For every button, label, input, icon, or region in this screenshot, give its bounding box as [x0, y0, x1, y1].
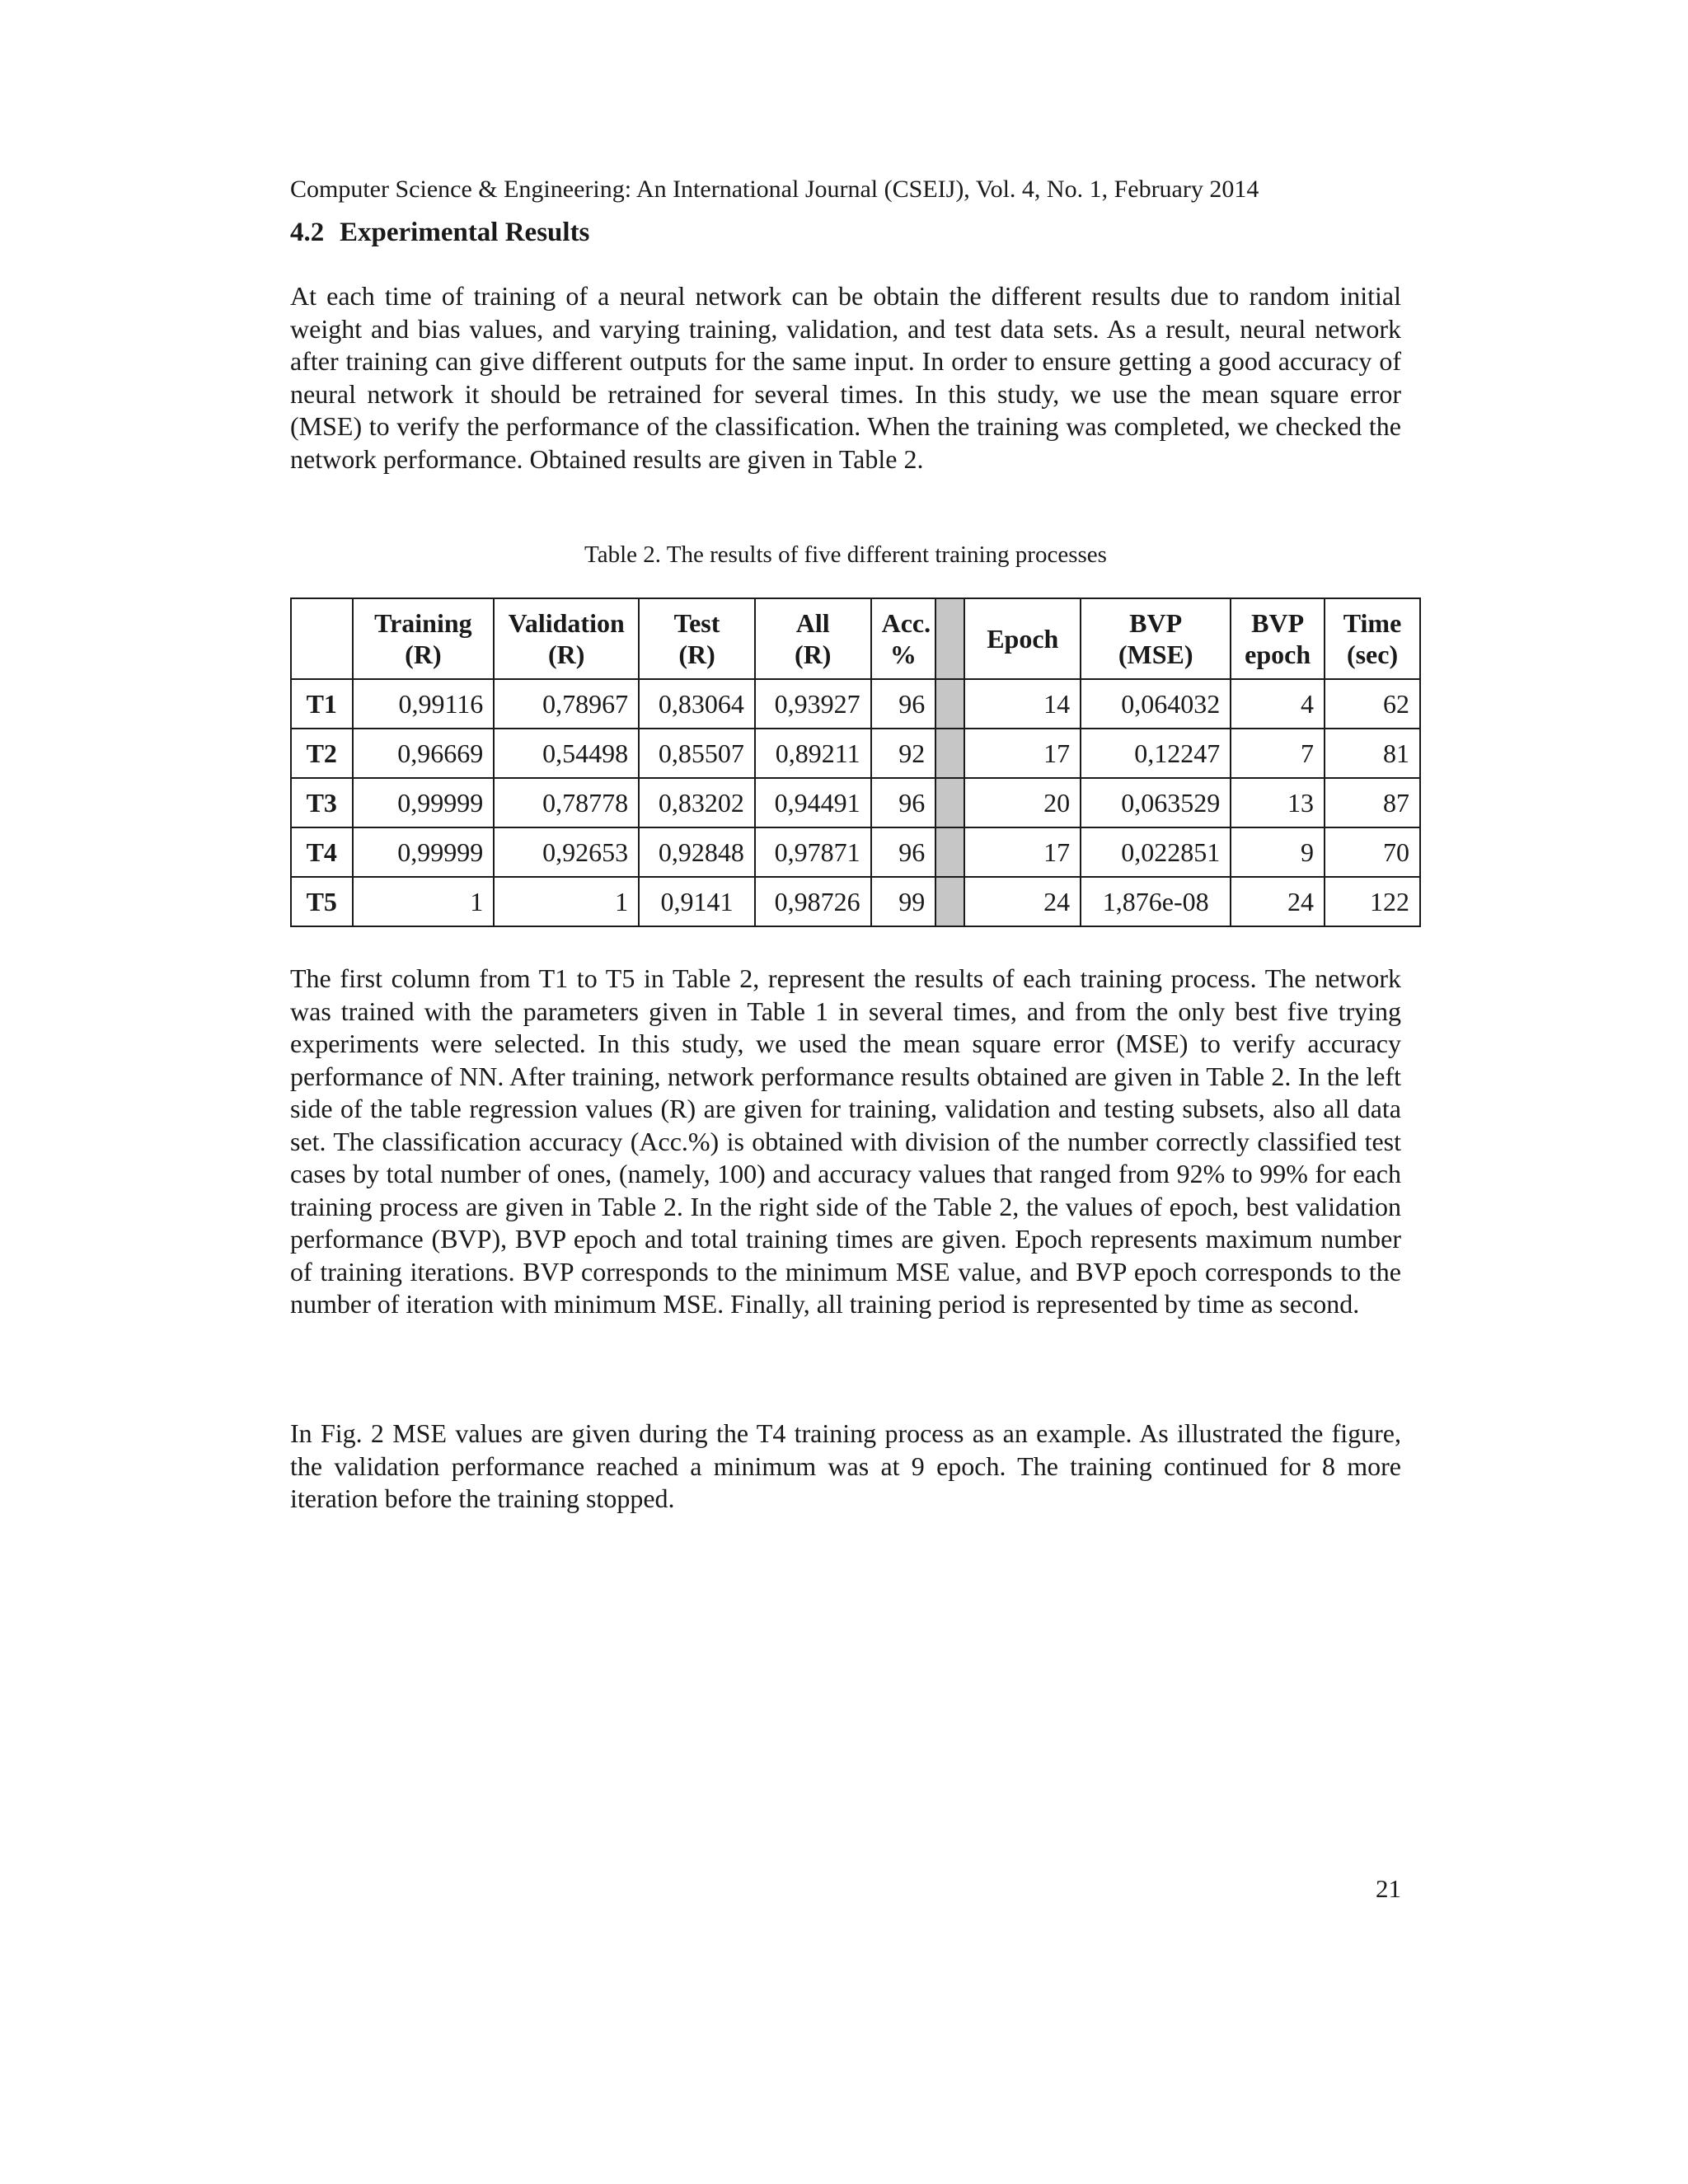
cell-acc: 96: [871, 827, 936, 877]
cell-validation: 0,54498: [494, 729, 639, 778]
row-label: T5: [291, 877, 353, 926]
cell-bvp-mse: 0,064032: [1081, 679, 1231, 729]
cell-epoch: 14: [964, 679, 1081, 729]
cell-validation: 1: [494, 877, 639, 926]
cell-time: 70: [1325, 827, 1420, 877]
discussion-paragraph: The first column from T1 to T5 in Table 2, represent the results of each training process. The network was trained with the parameters given in Table 1 in several times, and from the only best five trying experiments were selected. In this study, we used the mean square error (MSE) to verify accuracy performance of NN. After training, network performance results obtained are given in Table 2. In the left side of the table regression values (R) are given for training, validation and testing subsets, also all data set. The classification accuracy (Acc.%) is obtained with division of the number correctly classified test cases by total number of ones, (namely, 100) and accuracy values that ranged from 92% to 99% for each training process are given in Table 2. In the right side of the Table 2, the values of epoch, best validation performance (BVP), BVP epoch and total training times are given. Epoch represents maximum number of training iterations. BVP corresponds to the minimum MSE value, and BVP epoch corresponds to the number of iteration with minimum MSE. Finally, all training period is represented by time as second.: [290, 963, 1401, 1319]
cell-bvp-epoch: 13: [1231, 778, 1325, 827]
cell-all: 0,98726: [755, 877, 871, 926]
figure-note-paragraph: In Fig. 2 MSE values are given during the T4 training process as an example. As illustrated the figure, the validation performance reached a minimum was at 9 epoch. The training continued for 8 more iteration before the training stopped.: [290, 1418, 1401, 1513]
cell-bvp-mse: 0,063529: [1081, 778, 1231, 827]
table-caption: Table 2. The results of five different training processes: [584, 541, 1107, 568]
cell-test: 0,85507: [639, 729, 755, 778]
cell-validation: 0,78778: [494, 778, 639, 827]
cell-training: 0,96669: [353, 729, 495, 778]
cell-test: 0,83064: [639, 679, 755, 729]
cell-test: 0,9141: [639, 877, 755, 926]
cell-time: 81: [1325, 729, 1420, 778]
section-heading: [290, 216, 589, 249]
header-all: All (R): [755, 598, 871, 679]
cell-test: 0,83202: [639, 778, 755, 827]
cell-bvp-mse: 0,12247: [1081, 729, 1231, 778]
separator-cell: [935, 679, 964, 729]
cell-all: 0,89211: [755, 729, 871, 778]
header-training: Training (R): [353, 598, 495, 679]
separator-cell: [935, 877, 964, 926]
cell-acc: 96: [871, 679, 936, 729]
cell-epoch: 17: [964, 827, 1081, 877]
separator-column: [935, 598, 964, 679]
cell-all: 0,97871: [755, 827, 871, 877]
row-label: T2: [291, 729, 353, 778]
cell-all: 0,93927: [755, 679, 871, 729]
cell-acc: 92: [871, 729, 936, 778]
header-validation: Validation (R): [494, 598, 639, 679]
cell-bvp-epoch: 4: [1231, 679, 1325, 729]
cell-time: 122: [1325, 877, 1420, 926]
intro-paragraph: At each time of training of a neural network can be obtain the different results due to random initial weight and bias values, and varying training, validation, and test data sets. As a result, neural network after training can give different outputs for the same input. In order to ensure getting a good accuracy of neural network it should be retrained for several times. In this study, we use the mean square error (MSE) to verify the performance of the classification. When the training was completed, we checked the network performance. Obtained results are given in Table 2.: [290, 281, 1401, 474]
table-row: [291, 679, 1420, 729]
separator-cell: [935, 778, 964, 827]
header-acc: Acc. %: [871, 598, 936, 679]
table-row: [291, 827, 1420, 877]
table-row: [291, 729, 1420, 778]
cell-epoch: 24: [964, 877, 1081, 926]
cell-bvp-mse: 0,022851: [1081, 827, 1231, 877]
cell-acc: 96: [871, 778, 936, 827]
cell-all: 0,94491: [755, 778, 871, 827]
cell-training: 1: [353, 877, 495, 926]
table-row: [291, 877, 1420, 926]
cell-acc: 99: [871, 877, 936, 926]
cell-validation: 0,78967: [494, 679, 639, 729]
cell-bvp-epoch: 24: [1231, 877, 1325, 926]
table-header-row: [291, 598, 1420, 679]
section-title: Experimental Results: [340, 218, 590, 247]
header-test: Test (R): [639, 598, 755, 679]
results-table: [290, 598, 1421, 927]
cell-training: 0,99116: [353, 679, 495, 729]
separator-cell: [935, 827, 964, 877]
row-label: T4: [291, 827, 353, 877]
separator-cell: [935, 729, 964, 778]
cell-time: 87: [1325, 778, 1420, 827]
header-epoch: Epoch: [964, 598, 1081, 679]
header-bvp-epoch: BVP epoch: [1231, 598, 1325, 679]
row-label: T3: [291, 778, 353, 827]
cell-bvp-mse: 1,876e-08: [1081, 877, 1231, 926]
cell-bvp-epoch: 9: [1231, 827, 1325, 877]
cell-epoch: 20: [964, 778, 1081, 827]
running-header: Computer Science & Engineering: An International Journal (CSEIJ), Vol. 4, No. 1, February 2014: [290, 176, 1259, 203]
header-empty-cell: [291, 598, 353, 679]
cell-epoch: 17: [964, 729, 1081, 778]
cell-bvp-epoch: 7: [1231, 729, 1325, 778]
header-time: Time (sec): [1325, 598, 1420, 679]
table-row: [291, 778, 1420, 827]
cell-validation: 0,92653: [494, 827, 639, 877]
header-bvp-mse: BVP (MSE): [1081, 598, 1231, 679]
cell-test: 0,92848: [639, 827, 755, 877]
cell-time: 62: [1325, 679, 1420, 729]
cell-training: 0,99999: [353, 778, 495, 827]
row-label: T1: [291, 679, 353, 729]
page-number: 21: [1376, 1874, 1401, 1903]
section-number: 4.2: [290, 218, 325, 247]
cell-training: 0,99999: [353, 827, 495, 877]
